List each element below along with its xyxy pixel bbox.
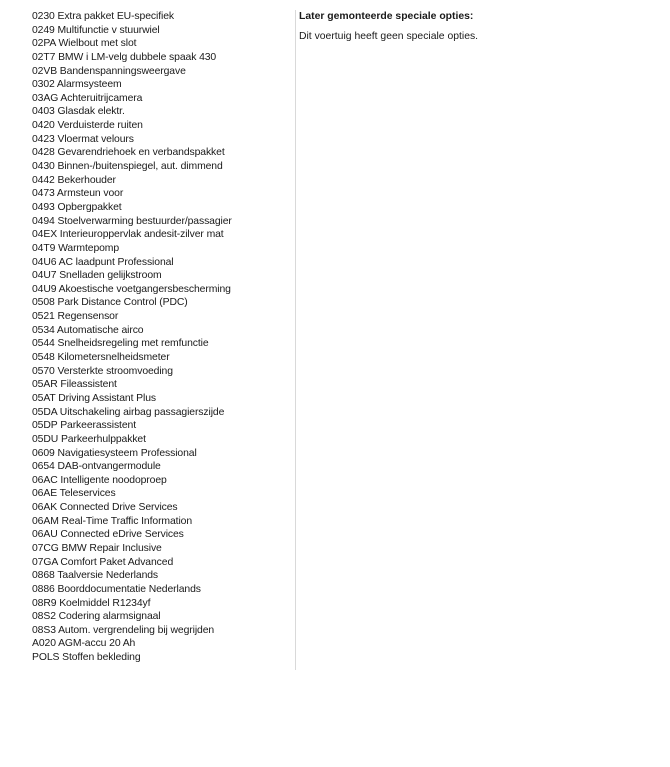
option-item: 0886 Boorddocumentatie Nederlands	[32, 583, 201, 595]
option-item: 0548 Kilometersnelheidsmeter	[32, 352, 170, 364]
option-item: 0473 Armsteun voor	[32, 188, 124, 200]
option-item: 08R9 Koelmiddel R1234yf	[32, 597, 151, 609]
option-item: 08S2 Codering alarmsignaal	[32, 611, 161, 623]
option-item: 05DU Parkeerhulppakket	[32, 433, 146, 445]
option-item: 03AG Achteruitrijcamera	[32, 92, 143, 104]
option-item: POLS Stoffen bekleding	[32, 652, 141, 664]
option-item: 0442 Bekerhouder	[32, 174, 116, 186]
option-item: 05AT Driving Assistant Plus	[32, 392, 156, 404]
option-item: 06AU Connected eDrive Services	[32, 529, 184, 541]
option-item: 02VB Bandenspanningsweergave	[32, 65, 186, 77]
factory-options-list	[32, 10, 290, 665]
option-item: 04EX Interieuroppervlak andesit-zilver mat	[32, 229, 224, 241]
option-item: 05AR Fileassistent	[32, 379, 117, 391]
option-item: 0508 Park Distance Control (PDC)	[32, 297, 188, 309]
option-item: 0570 Versterkte stroomvoeding	[32, 365, 173, 377]
option-item: 0534 Automatische airco	[32, 324, 144, 336]
retrofit-options-text: Dit voertuig heeft geen speciale opties.	[299, 31, 479, 42]
option-item: 04T9 Warmtepomp	[32, 242, 120, 254]
option-item: 02T7 BMW i LM-velg dubbele spaak 430	[32, 51, 217, 63]
option-item: 05DP Parkeerassistent	[32, 420, 136, 432]
option-item: 0868 Taalversie Nederlands	[32, 570, 159, 582]
option-item: 0302 Alarmsysteem	[32, 79, 122, 91]
option-item: 0420 Verduisterde ruiten	[32, 120, 143, 132]
option-item: 0403 Glasdak elektr.	[32, 106, 125, 118]
option-item: 07CG BMW Repair Inclusive	[32, 542, 162, 554]
option-item: 0423 Vloermat velours	[32, 133, 134, 145]
option-item: 04U9 Akoestische voetgangersbescherming	[32, 283, 231, 295]
option-item: 0521 Regensensor	[32, 311, 119, 323]
option-item: 02PA Wielbout met slot	[32, 38, 137, 50]
option-item: 06AE Teleservices	[32, 488, 116, 500]
option-item: 07GA Comfort Paket Advanced	[32, 556, 174, 568]
option-item: 04U6 AC laadpunt Professional	[32, 256, 174, 268]
option-item: 05DA Uitschakeling airbag passagierszijde	[32, 406, 225, 418]
option-item: 0609 Navigatiesysteem Professional	[32, 447, 197, 459]
factory-options-column	[32, 10, 290, 665]
option-item: 0493 Opbergpakket	[32, 201, 122, 213]
option-item: 0428 Gevarendriehoek en verbandspakket	[32, 147, 225, 159]
option-item: 06AK Connected Drive Services	[32, 502, 178, 514]
option-item: 0654 DAB-ontvangermodule	[32, 461, 161, 473]
option-item: 0249 Multifunctie v stuurwiel	[32, 24, 160, 36]
option-item: 06AM Real-Time Traffic Information	[32, 515, 193, 527]
retrofit-options-heading: Later gemonteerde speciale opties:	[299, 11, 474, 22]
option-item: A020 AGM-accu 20 Ah	[32, 638, 136, 650]
option-item: 04U7 Snelladen gelijkstroom	[32, 270, 162, 282]
retrofit-options-column	[299, 10, 639, 44]
option-item: 08S3 Autom. vergrendeling bij wegrijden	[32, 624, 215, 636]
option-item: 0494 Stoelverwarming bestuurder/passagier	[32, 215, 232, 227]
option-item: 0544 Snelheidsregeling met remfunctie	[32, 338, 209, 350]
option-item: 06AC Intelligente noodoproep	[32, 474, 167, 486]
column-divider	[295, 10, 296, 670]
option-item: 0230 Extra pakket EU-specifiek	[32, 11, 174, 22]
option-item: 0430 Binnen-/buitenspiegel, aut. dimmend	[32, 161, 223, 173]
